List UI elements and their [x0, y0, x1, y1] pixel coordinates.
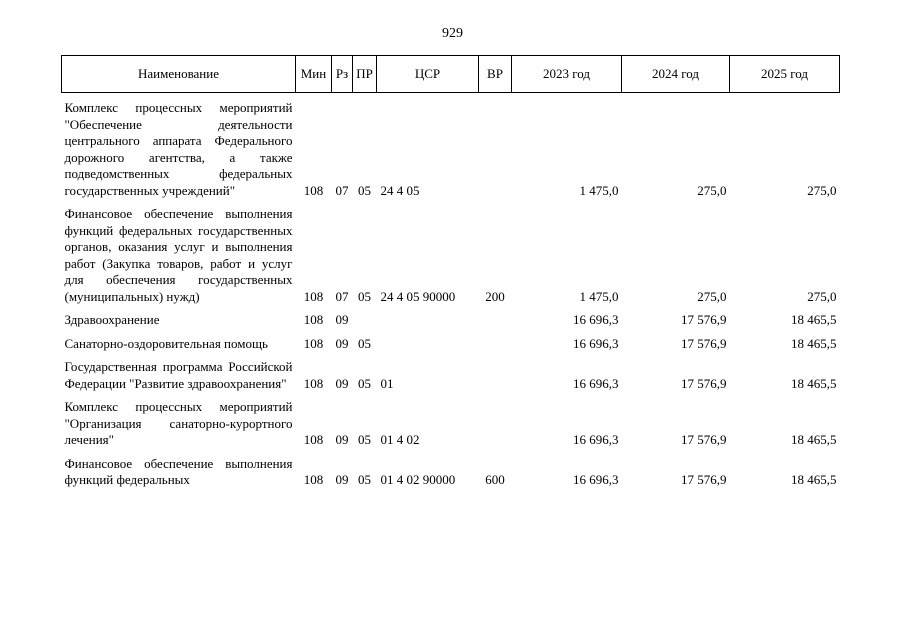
row-2023: 16 696,3: [573, 432, 619, 447]
row-2025: 18 465,5: [791, 312, 837, 327]
row-rz: 09: [335, 335, 349, 351]
row-2023: 16 696,3: [573, 312, 619, 327]
header-2023: 2023 год: [512, 56, 622, 93]
row-name: Комплекс процессных мероприятий "Обеспечение деятельности центрального аппарата Федерального дорожного агентства, а также подведомственных федеральных государственных учреждений": [64, 100, 293, 198]
row-csr: [377, 305, 479, 329]
row-csr: [377, 329, 479, 353]
row-2024: 17 576,9: [681, 335, 727, 351]
row-rz: 09: [335, 375, 349, 391]
row-2024: 17 576,9: [681, 375, 727, 391]
row-min: 108: [303, 182, 324, 198]
row-csr: 01 4 02 90000: [380, 472, 456, 487]
header-name: Наименование: [62, 56, 296, 93]
row-2025: 18 465,5: [791, 375, 837, 391]
row-csr: 24 4 05 90000: [380, 288, 456, 304]
row-2025: 18 465,5: [791, 472, 837, 487]
row-min: 108: [303, 432, 324, 447]
table-row: [62, 392, 840, 449]
header-rz: Рз: [332, 56, 353, 93]
table-header: [62, 56, 840, 93]
table-row: [62, 305, 840, 329]
row-2025: 275,0: [807, 288, 837, 304]
row-2025: 18 465,5: [791, 432, 837, 447]
row-min: 108: [303, 335, 324, 351]
row-vr: [479, 392, 512, 449]
budget-table: [61, 55, 840, 489]
row-2024: 17 576,9: [681, 432, 727, 447]
row-pr: [353, 305, 377, 329]
row-name: Комплекс процессных мероприятий "Организация санаторно-курортного лечения": [64, 399, 293, 447]
row-csr: 01 4 02: [380, 432, 420, 447]
table-row: [62, 199, 840, 305]
row-2023: 16 696,3: [573, 335, 619, 351]
row-2024: 17 576,9: [681, 472, 727, 487]
table-row: [62, 352, 840, 392]
row-2023: 16 696,3: [573, 472, 619, 487]
row-csr: 24 4 05: [380, 182, 420, 198]
row-vr: [479, 93, 512, 200]
row-pr: 05: [358, 375, 371, 391]
row-pr: 05: [358, 472, 371, 487]
row-2023: 16 696,3: [573, 375, 619, 391]
row-vr: [479, 305, 512, 329]
row-vr: 600: [485, 472, 505, 487]
page-number: 929: [442, 26, 463, 41]
header-min: Мин: [296, 56, 332, 93]
header-pr: ПР: [353, 56, 377, 93]
header-2025: 2025 год: [730, 56, 840, 93]
row-min: 108: [303, 375, 324, 391]
row-rz: 07: [335, 182, 349, 198]
row-vr: [479, 329, 512, 353]
header-vr: ВР: [479, 56, 512, 93]
row-name: Здравоохранение: [64, 312, 160, 327]
table-row: [62, 93, 840, 200]
row-2025: 275,0: [807, 182, 837, 198]
header-2024: 2024 год: [622, 56, 730, 93]
row-csr: 01: [380, 375, 394, 391]
row-min: 108: [303, 288, 324, 304]
header-csr: ЦСР: [377, 56, 479, 93]
row-2023: 1 475,0: [579, 288, 619, 304]
row-name: Санаторно-оздоровительная помощь: [64, 335, 268, 351]
row-rz: 09: [335, 472, 349, 487]
row-vr: [479, 352, 512, 392]
table-row: [62, 449, 840, 489]
row-pr: 05: [358, 335, 371, 351]
row-vr: 200: [485, 288, 505, 304]
row-2025: 18 465,5: [791, 335, 837, 351]
row-name: Финансовое обеспечение выполнения функций федеральных: [64, 455, 293, 487]
row-pr: 05: [358, 182, 371, 198]
row-min: 108: [303, 472, 324, 487]
row-2024: 275,0: [697, 182, 727, 198]
row-rz: 09: [335, 432, 349, 447]
row-2024: 275,0: [697, 288, 727, 304]
table-row: [62, 329, 840, 353]
row-rz: 07: [335, 288, 349, 304]
row-pr: 05: [358, 288, 371, 304]
row-pr: 05: [358, 432, 371, 447]
row-name: Финансовое обеспечение выполнения функций федеральных государственных органов, оказания услуг и выполнения работ (Закупка товаров, работ и услуг для обеспечения государственных (муниципальных) нужд): [64, 206, 293, 304]
row-name: Государственная программа Российской Федерации "Развитие здравоохранения": [64, 359, 293, 391]
row-2024: 17 576,9: [681, 312, 727, 327]
row-2023: 1 475,0: [579, 182, 619, 198]
row-min: 108: [303, 312, 324, 327]
row-rz: 09: [335, 312, 349, 327]
